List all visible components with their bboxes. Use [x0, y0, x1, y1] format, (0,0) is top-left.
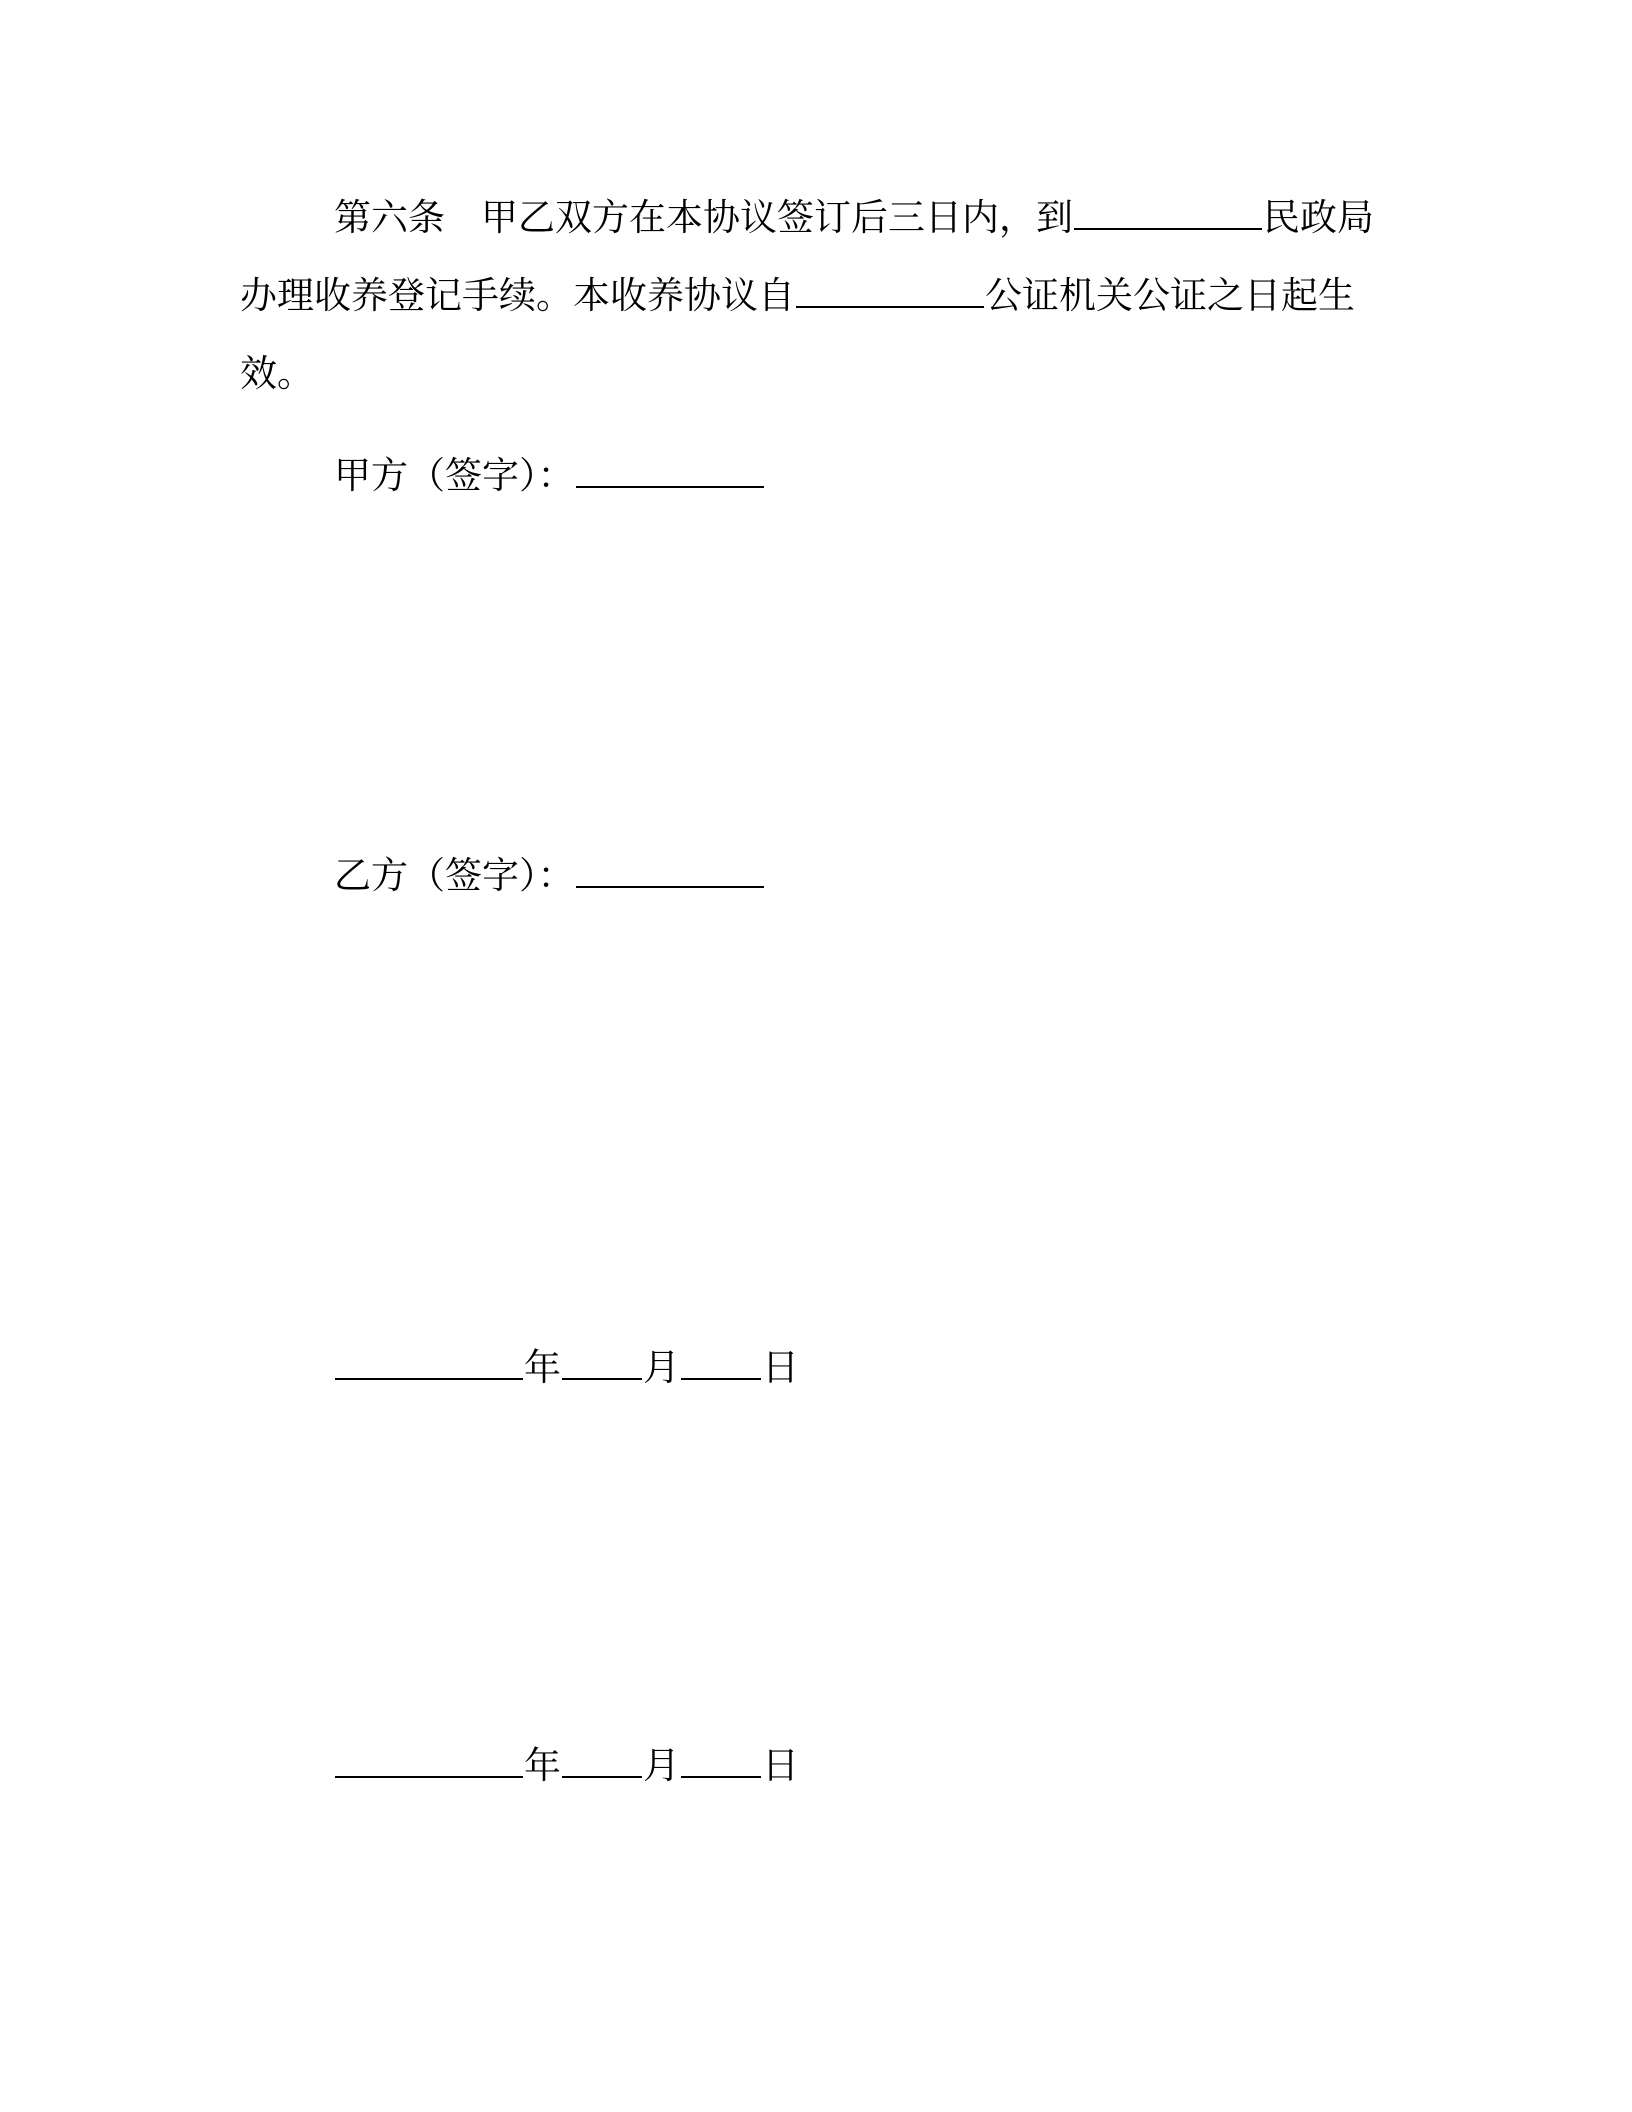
date2-year-label: 年 — [524, 1744, 561, 1787]
date2-year-blank[interactable] — [335, 1742, 523, 1778]
date1-year-label: 年 — [524, 1346, 561, 1389]
article-line-2 — [240, 272, 1355, 320]
date-line-1 — [334, 1344, 799, 1392]
party-b-signature-blank[interactable] — [576, 852, 764, 888]
party-a-signature-blank[interactable] — [576, 452, 764, 488]
notary-blank[interactable] — [796, 272, 984, 308]
party-a-label: 甲方（签字）： — [334, 454, 575, 497]
article-line-1 — [334, 194, 1374, 242]
article-line2-text: 办理收养登记手续。本收养协议自 — [240, 274, 795, 317]
date2-day-label: 日 — [762, 1744, 799, 1787]
article-line1-tail: 民政局 — [1263, 196, 1374, 239]
article-line2-tail: 公证机关公证之日起生 — [985, 274, 1355, 317]
date1-day-blank[interactable] — [681, 1344, 761, 1380]
civil-affairs-blank[interactable] — [1074, 194, 1262, 230]
date1-month-label: 月 — [643, 1346, 680, 1389]
date1-month-blank[interactable] — [562, 1344, 642, 1380]
date2-month-blank[interactable] — [562, 1742, 642, 1778]
article-line-3 — [240, 350, 314, 398]
article-line3-text: 效。 — [240, 352, 314, 395]
date2-day-blank[interactable] — [681, 1742, 761, 1778]
party-b-label: 乙方（签字）： — [334, 854, 575, 897]
date2-month-label: 月 — [643, 1744, 680, 1787]
date1-day-label: 日 — [762, 1346, 799, 1389]
party-a-signature — [334, 452, 765, 500]
article-number: 第六条 — [334, 196, 445, 239]
date-line-2 — [334, 1742, 799, 1790]
article-line1-text: 甲乙双方在本协议签订后三日内，到 — [481, 196, 1073, 239]
date1-year-blank[interactable] — [335, 1344, 523, 1380]
party-b-signature — [334, 852, 765, 900]
